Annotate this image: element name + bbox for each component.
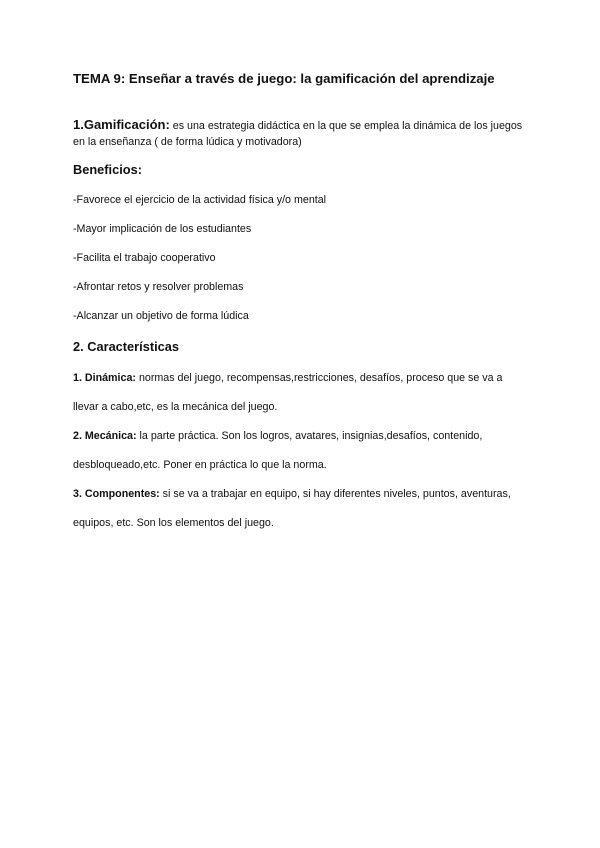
- characteristic-dinamica-line1: [73, 372, 503, 384]
- definition-heading: 1.Gamificación:: [73, 117, 170, 132]
- definition-paragraph: [73, 117, 533, 150]
- benefits-heading: Beneficios:: [73, 162, 142, 177]
- characteristics-heading: 2. Características: [73, 339, 179, 354]
- characteristic-text: la parte práctica. Son los logros, avatares, insignias,desafíos, contenido,: [136, 430, 483, 442]
- characteristic-componentes-line2: equipos, etc. Son los elementos del juego.: [73, 517, 274, 529]
- characteristic-dinamica-line2: llevar a cabo,etc, es la mecánica del juego.: [73, 401, 278, 413]
- benefit-item: -Mayor implicación de los estudiantes: [73, 223, 252, 235]
- benefit-item: -Alcanzar un objetivo de forma lúdica: [73, 310, 249, 322]
- characteristic-componentes-line1: [73, 488, 511, 500]
- benefit-item: -Favorece el ejercicio de la actividad física y/o mental: [73, 194, 327, 206]
- characteristic-label: 3. Componentes:: [73, 488, 160, 500]
- document-title: TEMA 9: Enseñar a través de juego: la gamificación del aprendizaje: [73, 71, 495, 86]
- characteristic-label: 1. Dinámica:: [73, 372, 136, 384]
- benefit-item: -Facilita el trabajo cooperativo: [73, 252, 216, 264]
- characteristic-text: normas del juego, recompensas,restricciones, desafíos, proceso que se va a: [135, 372, 503, 384]
- characteristic-mecanica-line1: [73, 430, 482, 442]
- characteristic-mecanica-line2: desbloqueado,etc. Poner en práctica lo que la norma.: [73, 459, 327, 471]
- characteristic-text: si se va a trabajar en equipo, si hay diferentes niveles, puntos, aventuras,: [159, 488, 511, 500]
- benefit-item: -Afrontar retos y resolver problemas: [73, 281, 244, 293]
- definition-text: es una estrategia didáctica en la que se emplea la dinámica de los juegos en la enseñanza ( de forma lúdica y motivadora): [73, 120, 523, 148]
- characteristic-label: 2. Mecánica:: [73, 430, 137, 442]
